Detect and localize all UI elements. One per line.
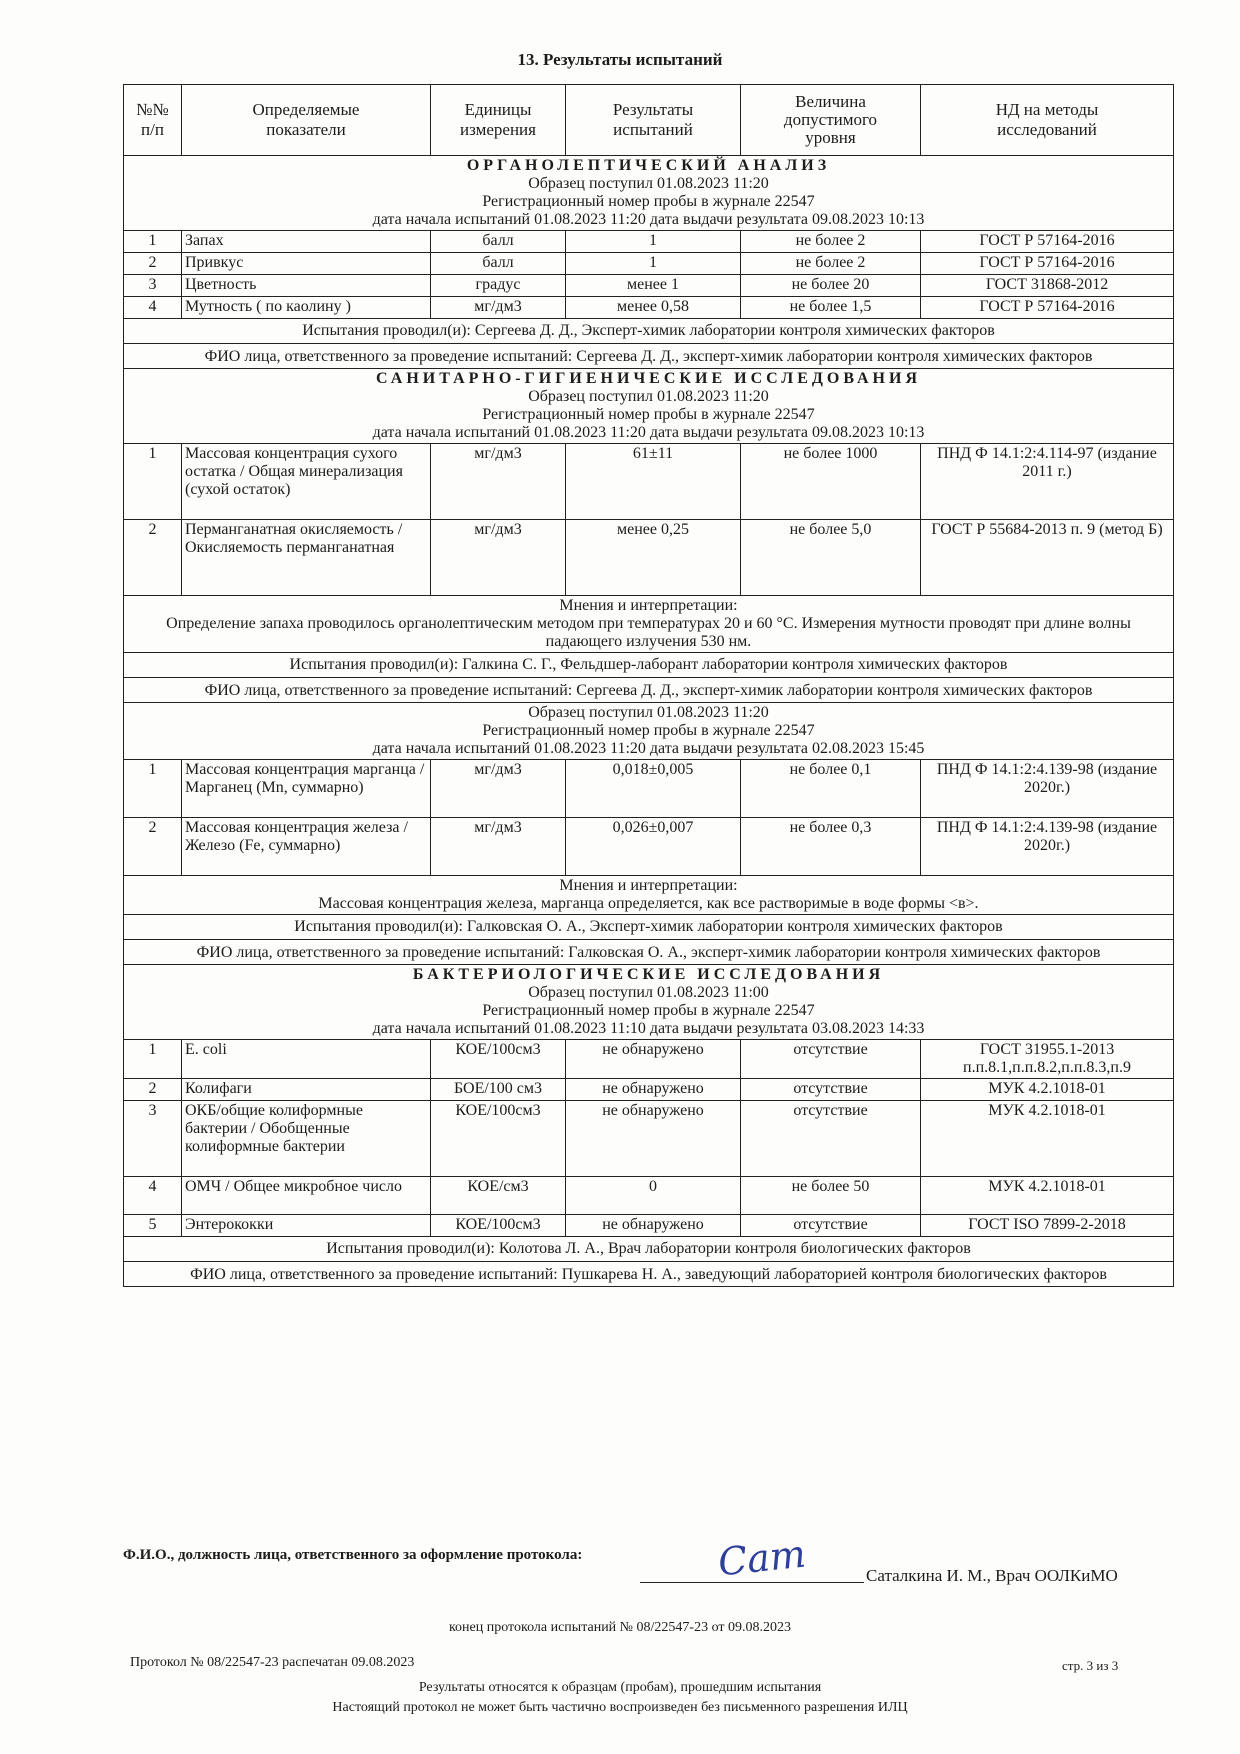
method-cell: МУК 4.2.1018-01 — [921, 1079, 1174, 1101]
limit-cell: не более 5,0 — [741, 520, 921, 596]
section-header — [124, 965, 1174, 1040]
method-cell: ГОСТ Р 57164-2016 — [921, 253, 1174, 275]
sample-received: Образец поступил 01.08.2023 11:20 — [528, 175, 769, 192]
table-row — [124, 1215, 1174, 1237]
responsible-person-row — [124, 678, 1174, 703]
unit-cell: мг/дм3 — [431, 297, 566, 319]
tested-by: Испытания проводил(и): Галковская О. А., Эксперт-химик лаборатории контроля химических факторов — [124, 915, 1174, 940]
unit-cell: КОЕ/см3 — [431, 1177, 566, 1215]
row-number-cell: 2 — [124, 253, 182, 275]
row-number-cell: 1 — [124, 231, 182, 253]
header-limit: Величина допустимого уровня — [741, 85, 921, 156]
indicator-name-cell: ОМЧ / Общее микробное число — [182, 1177, 431, 1215]
table-row — [124, 520, 1174, 596]
result-cell: не обнаружено — [566, 1101, 741, 1177]
result-cell: не обнаружено — [566, 1079, 741, 1101]
table-row — [124, 818, 1174, 876]
section-header — [124, 156, 1174, 231]
method-cell: МУК 4.2.1018-01 — [921, 1177, 1174, 1215]
tested-by: Испытания проводил(и): Сергеева Д. Д., Эксперт-химик лаборатории контроля химических факторов — [124, 319, 1174, 344]
unit-cell: КОЕ/100см3 — [431, 1040, 566, 1079]
limit-cell: отсутствие — [741, 1079, 921, 1101]
section-title: БАКТЕРИОЛОГИЧЕСКИЕ ИССЛЕДОВАНИЯ — [412, 966, 885, 983]
opinions-text: Массовая концентрация железа, марганца определяется, как все растворимые в воде формы <в>. — [318, 895, 979, 912]
unit-cell: КОЕ/100см3 — [431, 1215, 566, 1237]
sample-reg: Регистрационный номер пробы в журнале 22547 — [482, 1002, 815, 1019]
row-number-cell: 1 — [124, 760, 182, 818]
limit-cell: отсутствие — [741, 1040, 921, 1079]
sample-received: Образец поступил 01.08.2023 11:20 — [528, 388, 769, 405]
table-row — [124, 1101, 1174, 1177]
row-number-cell: 2 — [124, 1079, 182, 1101]
limit-cell: не более 1000 — [741, 444, 921, 520]
opinions-row — [124, 596, 1174, 653]
signature-line — [640, 1582, 864, 1583]
limit-cell: не более 0,3 — [741, 818, 921, 876]
section-header-row — [124, 965, 1174, 1040]
page-number: стр. 3 из 3 — [1062, 1658, 1119, 1673]
result-cell: менее 1 — [566, 275, 741, 297]
indicator-name-cell: Колифаги — [182, 1079, 431, 1101]
indicator-name-cell: Массовая концентрация железа / Железо (Fe, суммарно) — [182, 818, 431, 876]
row-number-cell: 4 — [124, 297, 182, 319]
tested-by: Испытания проводил(и): Галкина С. Г., Фельдшер-лаборант лаборатории контроля химических факторов — [124, 653, 1174, 678]
tested-by-row — [124, 915, 1174, 940]
results-table — [123, 84, 1174, 1287]
tested-by-row — [124, 319, 1174, 344]
indicator-name-cell: Цветность — [182, 275, 431, 297]
unit-cell: мг/дм3 — [431, 818, 566, 876]
opinions-label: Мнения и интерпретации: — [559, 877, 738, 894]
indicator-name-cell: Привкус — [182, 253, 431, 275]
section-header — [124, 369, 1174, 444]
printed-note: Протокол № 08/22547-23 распечатан 09.08.2023 — [130, 1655, 415, 1670]
method-cell: ГОСТ Р 55684-2013 п. 9 (метод Б) — [921, 520, 1174, 596]
unit-cell: мг/дм3 — [431, 444, 566, 520]
result-cell: 0 — [566, 1177, 741, 1215]
responsible-person-row — [124, 1262, 1174, 1287]
disclaimer-reproduction: Настоящий протокол не может быть частично воспроизведен без письменного разрешения ИЛЦ — [332, 1700, 908, 1715]
tested-by-row — [124, 1237, 1174, 1262]
responsible-person: ФИО лица, ответственного за проведение испытаний: Сергеева Д. Д., эксперт-химик лаборатории контроля химических факторов — [124, 344, 1174, 369]
table-row — [124, 1079, 1174, 1101]
opinions-label: Мнения и интерпретации: — [559, 597, 738, 614]
row-number-cell: 1 — [124, 444, 182, 520]
sample-received: Образец поступил 01.08.2023 11:00 — [528, 984, 769, 1001]
method-cell: ПНД Ф 14.1:2:4.114-97 (издание 2011 г.) — [921, 444, 1174, 520]
header-number: №№ п/п — [124, 85, 182, 156]
responsible-person: ФИО лица, ответственного за проведение испытаний: Галковская О. А., эксперт-химик лаборатории контроля химических факторов — [124, 940, 1174, 965]
table-row — [124, 231, 1174, 253]
responsible-person: ФИО лица, ответственного за проведение испытаний: Пушкарева Н. А., заведующий лабораторией контроля биологических факторов — [124, 1262, 1174, 1287]
sample-reg: Регистрационный номер пробы в журнале 22547 — [482, 193, 815, 210]
unit-cell: БОЕ/100 см3 — [431, 1079, 566, 1101]
responsible-person-row — [124, 344, 1174, 369]
method-cell: ПНД Ф 14.1:2:4.139-98 (издание 2020г.) — [921, 818, 1174, 876]
section-header — [124, 703, 1174, 760]
limit-cell: не более 1,5 — [741, 297, 921, 319]
limit-cell: отсутствие — [741, 1101, 921, 1177]
table-row — [124, 297, 1174, 319]
opinions-row — [124, 876, 1174, 915]
section-title: САНИТАРНО-ГИГИЕНИЧЕСКИЕ ИССЛЕДОВАНИЯ — [376, 370, 921, 387]
limit-cell: отсутствие — [741, 1215, 921, 1237]
row-number-cell: 3 — [124, 275, 182, 297]
indicator-name-cell: Мутность ( по каолину ) — [182, 297, 431, 319]
indicator-name-cell: Перманганатная окисляемость / Окисляемость перманганатная — [182, 520, 431, 596]
opinions — [124, 596, 1174, 653]
page-title: 13. Результаты испытаний — [517, 50, 723, 69]
header-indicator: Определяемые показатели — [182, 85, 431, 156]
method-cell: ГОСТ Р 57164-2016 — [921, 297, 1174, 319]
limit-cell: не более 20 — [741, 275, 921, 297]
sample-dates: дата начала испытаний 01.08.2023 11:10 дата выдачи результата 03.08.2023 14:33 — [372, 1020, 925, 1037]
method-cell: ГОСТ Р 57164-2016 — [921, 231, 1174, 253]
signature: Сат — [715, 1531, 808, 1585]
table-header-row — [124, 85, 1174, 156]
table-row — [124, 1040, 1174, 1079]
indicator-name-cell: Запах — [182, 231, 431, 253]
row-number-cell: 4 — [124, 1177, 182, 1215]
table-row — [124, 760, 1174, 818]
limit-cell: не более 0,1 — [741, 760, 921, 818]
row-number-cell: 5 — [124, 1215, 182, 1237]
protocol-responsible-label: Ф.И.О., должность лица, ответственного за оформление протокола: — [123, 1547, 583, 1563]
section-header-row — [124, 703, 1174, 760]
header-unit: Единицы измерения — [431, 85, 566, 156]
unit-cell: мг/дм3 — [431, 520, 566, 596]
indicator-name-cell: Массовая концентрация сухого остатка / Общая минерализация (сухой остаток) — [182, 444, 431, 520]
method-cell: ПНД Ф 14.1:2:4.139-98 (издание 2020г.) — [921, 760, 1174, 818]
table-row — [124, 275, 1174, 297]
method-cell: ГОСТ ISO 7899-2-2018 — [921, 1215, 1174, 1237]
header-method: НД на методы исследований — [921, 85, 1174, 156]
result-cell: не обнаружено — [566, 1040, 741, 1079]
method-cell: ГОСТ 31868-2012 — [921, 275, 1174, 297]
table-row — [124, 1177, 1174, 1215]
section-title: ОРГАНОЛЕПТИЧЕСКИЙ АНАЛИЗ — [466, 157, 831, 174]
result-cell: 61±11 — [566, 444, 741, 520]
indicator-name-cell: Массовая концентрация марганца / Марганец (Mn, суммарно) — [182, 760, 431, 818]
unit-cell: градус — [431, 275, 566, 297]
row-number-cell: 1 — [124, 1040, 182, 1079]
limit-cell: не более 50 — [741, 1177, 921, 1215]
result-cell: менее 0,58 — [566, 297, 741, 319]
unit-cell: балл — [431, 253, 566, 275]
sample-reg: Регистрационный номер пробы в журнале 22547 — [482, 722, 815, 739]
responsible-person: ФИО лица, ответственного за проведение испытаний: Сергеева Д. Д., эксперт-химик лаборатории контроля химических факторов — [124, 678, 1174, 703]
sample-dates: дата начала испытаний 01.08.2023 11:20 дата выдачи результата 02.08.2023 15:45 — [372, 740, 925, 757]
table-row — [124, 444, 1174, 520]
responsible-person-row — [124, 940, 1174, 965]
result-cell: 1 — [566, 231, 741, 253]
table-row — [124, 253, 1174, 275]
indicator-name-cell: ОКБ/общие колиформные бактерии / Обобщенные колиформные бактерии — [182, 1101, 431, 1177]
unit-cell: балл — [431, 231, 566, 253]
result-cell: 1 — [566, 253, 741, 275]
unit-cell: мг/дм3 — [431, 760, 566, 818]
sample-dates: дата начала испытаний 01.08.2023 11:20 дата выдачи результата 09.08.2023 10:13 — [372, 211, 925, 228]
indicator-name-cell: E. coli — [182, 1040, 431, 1079]
section-header-row — [124, 156, 1174, 231]
row-number-cell: 2 — [124, 818, 182, 876]
result-cell: 0,026±0,007 — [566, 818, 741, 876]
header-result: Результаты испытаний — [566, 85, 741, 156]
section-header-row — [124, 369, 1174, 444]
method-cell: МУК 4.2.1018-01 — [921, 1101, 1174, 1177]
row-number-cell: 2 — [124, 520, 182, 596]
sample-received: Образец поступил 01.08.2023 11:20 — [528, 704, 769, 721]
limit-cell: не более 2 — [741, 231, 921, 253]
row-number-cell: 3 — [124, 1101, 182, 1177]
indicator-name-cell: Энтерококки — [182, 1215, 431, 1237]
tested-by: Испытания проводил(и): Колотова Л. А., Врач лаборатории контроля биологических факторов — [124, 1237, 1174, 1262]
method-cell: ГОСТ 31955.1-2013 п.п.8.1,п.п.8.2,п.п.8.3,п.9 — [921, 1040, 1174, 1079]
end-of-protocol-note: конец протокола испытаний № 08/22547-23 от 09.08.2023 — [448, 1620, 792, 1635]
signer-name: Саталкина И. М., Врач ООЛКиМО — [866, 1566, 1118, 1585]
result-cell: не обнаружено — [566, 1215, 741, 1237]
sample-reg: Регистрационный номер пробы в журнале 22547 — [482, 406, 815, 423]
unit-cell: КОЕ/100см3 — [431, 1101, 566, 1177]
opinions-text: Определение запаха проводилось органолептическим методом при температурах 20 и 60 °С. Измерения мутности проводят при длине волны падающего излучения 530 нм. — [166, 615, 1131, 650]
result-cell: менее 0,25 — [566, 520, 741, 596]
sample-dates: дата начала испытаний 01.08.2023 11:20 дата выдачи результата 09.08.2023 10:13 — [372, 424, 925, 441]
opinions — [124, 876, 1174, 915]
limit-cell: не более 2 — [741, 253, 921, 275]
disclaimer-results: Результаты относятся к образцам (пробам), прошедшим испытания — [418, 1680, 822, 1695]
result-cell: 0,018±0,005 — [566, 760, 741, 818]
tested-by-row — [124, 653, 1174, 678]
